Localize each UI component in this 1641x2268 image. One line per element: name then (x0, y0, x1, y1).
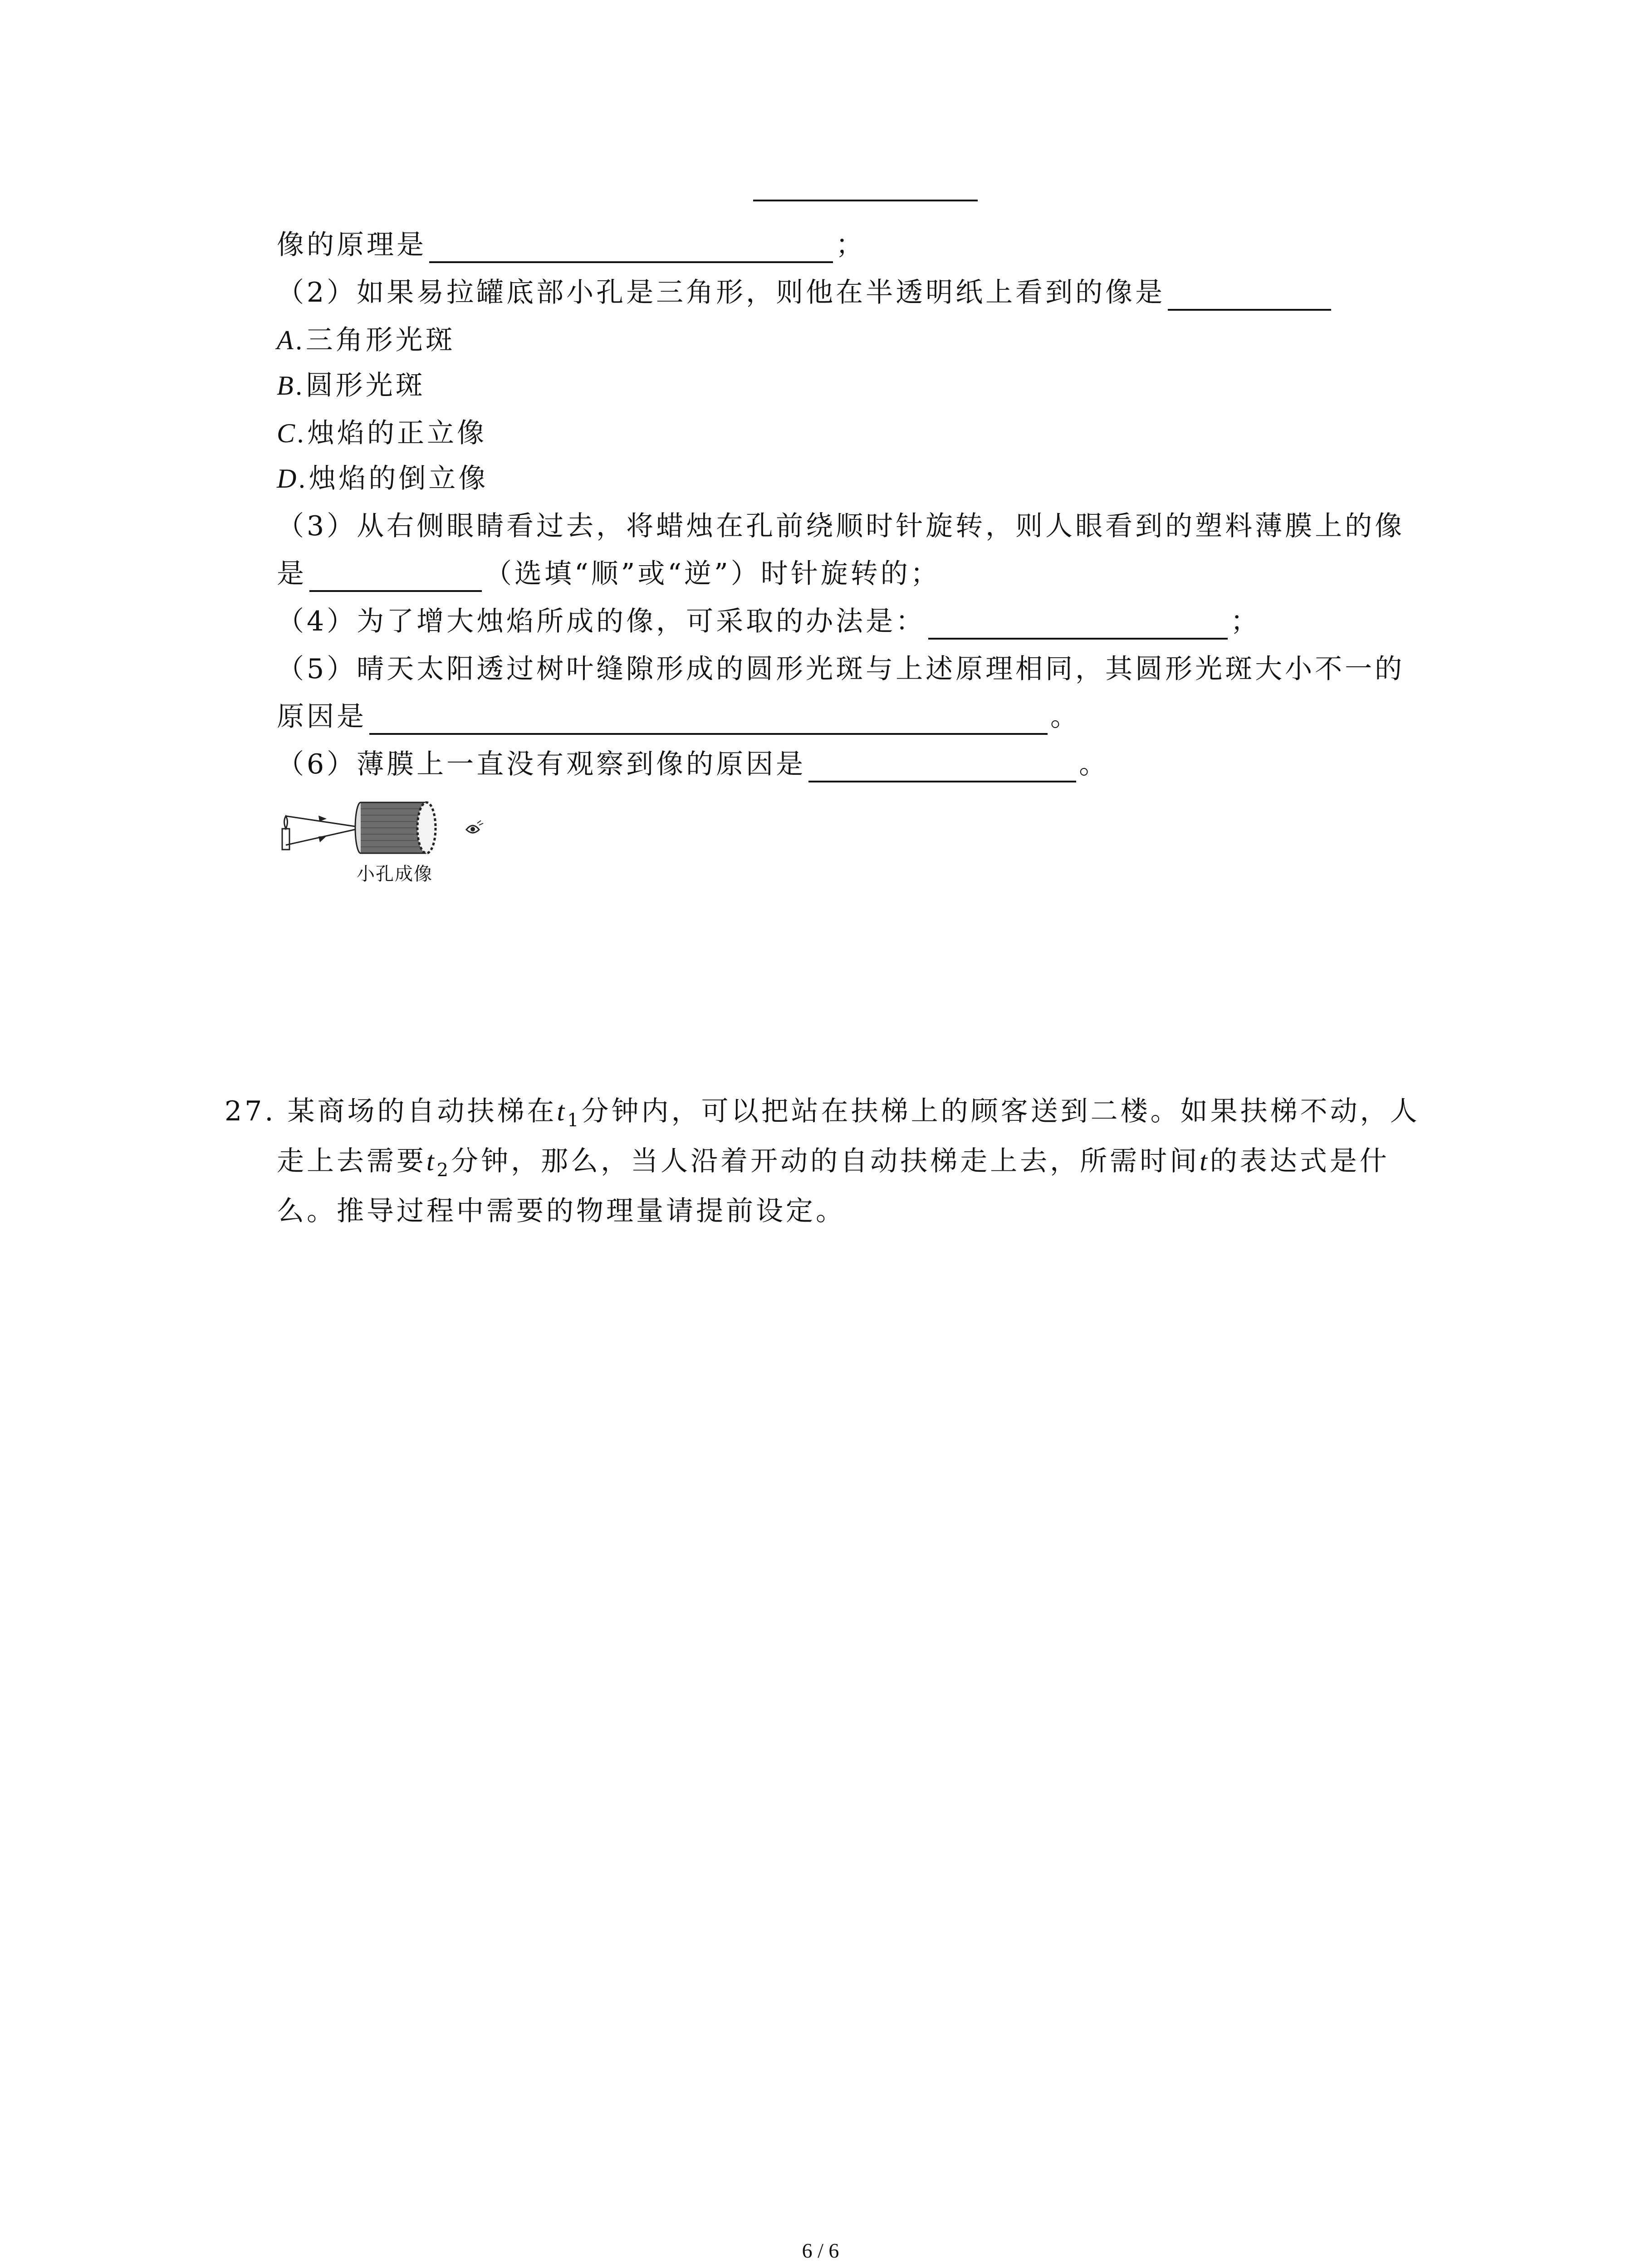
arrow-icon (318, 816, 327, 821)
q26-line-1 (277, 227, 866, 263)
q26-sub-3-line-1 (277, 508, 1405, 544)
option-text: 烛焰的倒立像 (309, 463, 489, 494)
q26-sub-5-end: 。 (1050, 701, 1080, 733)
answer-blank (1168, 281, 1331, 311)
q26-sub-3-end: （选填“顺”或“逆”）时针旋转的； (485, 558, 941, 590)
math-variable: t (1200, 1146, 1210, 1176)
q26-sub-3-start: 是 (277, 558, 307, 590)
q27-line-2 (277, 1143, 1390, 1188)
option-letter: D. (277, 464, 309, 494)
q27-line-3 (277, 1193, 846, 1229)
q26-sub-5-start: 原因是 (277, 701, 367, 733)
option-a (277, 322, 456, 358)
answer-blank (429, 233, 833, 263)
math-variable: t (557, 1096, 568, 1126)
q26-sub-4-end: ； (1230, 606, 1261, 637)
answer-blank (808, 753, 1076, 782)
q26-sub-6 (277, 746, 1109, 782)
option-letter: C. (277, 418, 308, 448)
q26-sub-4-text: （4）为了增大烛焰所成的像，可采取的办法是： (277, 606, 926, 637)
q26-sub-6-end: 。 (1079, 748, 1109, 780)
answer-blank (309, 562, 482, 592)
math-subscript: 2 (436, 1160, 451, 1181)
option-b (277, 367, 426, 404)
figure-caption: 小孔成像 (357, 864, 433, 885)
film-screen (417, 802, 436, 853)
math-subscript: 1 (567, 1110, 582, 1131)
q26-sub-5-line-2 (277, 699, 1080, 735)
q27-text: 分钟内，可以把站在扶梯上的顾客送到二楼。如果扶梯不动，人 (581, 1095, 1420, 1127)
q27-text: 分钟，那么，当人沿着开动的自动扶梯走上去，所需时间 (451, 1145, 1200, 1177)
question-number: 27. (225, 1095, 276, 1127)
q26-sub-4 (277, 603, 1260, 640)
q26-sub-2-text: （2）如果易拉罐底部小孔是三角形，则他在半透明纸上看到的像是 (277, 277, 1166, 308)
option-text: 烛焰的正立像 (307, 417, 487, 449)
option-text: 三角形光斑 (305, 324, 456, 356)
q27-text: 某商场的自动扶梯在 (287, 1095, 557, 1127)
q26-sub-3-line-2 (277, 556, 941, 592)
option-c (277, 415, 487, 451)
pinhole-camera-figure (277, 796, 513, 900)
q26-line-1-text: 像的原理是 (277, 229, 426, 261)
answer-blank (369, 705, 1048, 735)
flame-icon (284, 816, 288, 829)
q26-sub-5-line-1 (277, 651, 1405, 687)
q27-text: 走上去需要 (277, 1145, 426, 1177)
q26-sub-3-text: （3）从右侧眼睛看过去，将蜡烛在孔前绕顺时针旋转，则人眼看到的塑料薄膜上的像 (277, 510, 1405, 542)
math-variable: t (426, 1146, 437, 1176)
pinhole-camera-diagram (277, 796, 513, 860)
option-letter: B. (277, 371, 306, 401)
option-d (277, 460, 488, 497)
answer-blank (928, 610, 1228, 640)
q26-line-1-end: ； (836, 229, 866, 261)
option-letter: A. (277, 325, 306, 355)
candle-icon (282, 829, 289, 850)
arrow-icon (318, 836, 327, 842)
q26-sub-2 (277, 274, 1334, 311)
q27-text: 的表达式是什 (1210, 1145, 1390, 1177)
q26-sub-5-text: （5）晴天太阳透过树叶缝隙形成的圆形光斑与上述原理相同，其圆形光斑大小不一的 (277, 653, 1405, 685)
answer-blank (753, 200, 978, 201)
q27-line-1 (225, 1093, 1420, 1139)
option-text: 圆形光斑 (305, 370, 426, 401)
q26-sub-6-text: （6）薄膜上一直没有观察到像的原因是 (277, 748, 806, 780)
page-number: 6 / 6 (802, 2239, 839, 2262)
q27-text: 么。推导过程中需要的物理量请提前设定。 (277, 1195, 846, 1227)
